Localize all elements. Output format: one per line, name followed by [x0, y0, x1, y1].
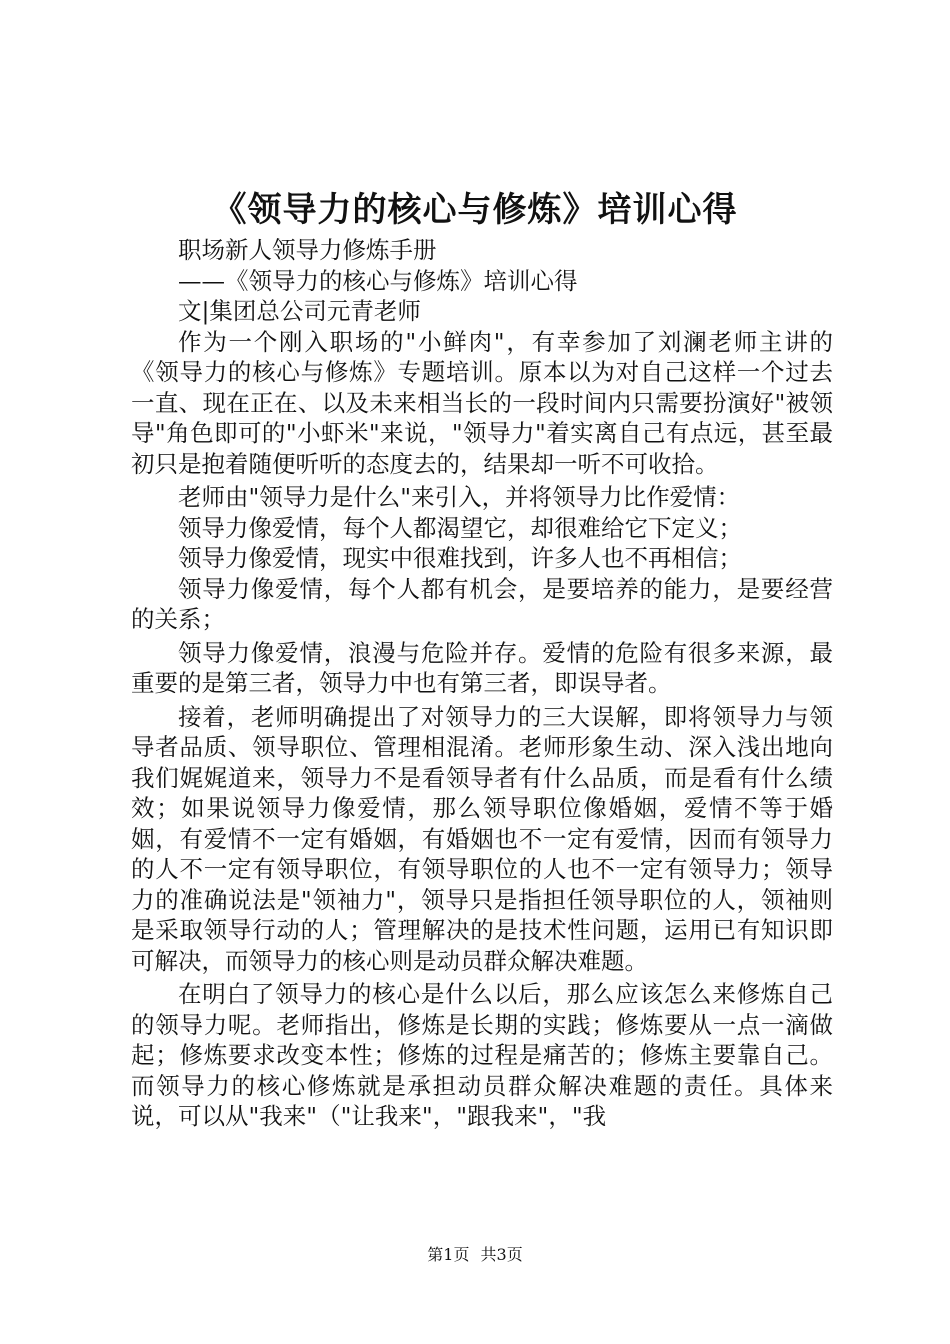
- body-paragraph: 在明白了领导力的核心是什么以后，那么应该怎么来修炼自己的领导力呢。老师指出，修炼是长期的实践；修炼要从一点一滴做起；修炼要求改变本性；修炼的过程是痛苦的；修炼主要靠自己。而领导力的核心修炼就是承担动员群众解决难题的责任。具体来说，可以从"我来"（"让我来"，"跟我来"，"我: [131, 980, 833, 1130]
- document-body: [131, 235, 833, 1132]
- document-title: 《领导力的核心与修炼》培训心得: [212, 190, 738, 230]
- body-paragraph: 作为一个刚入职场的"小鲜肉"，有幸参加了刘澜老师主讲的《领导力的核心与修炼》专题培训。原本以为对自己这样一个过去一直、现在正在、以及未来相当长的一段时间内只需要扮演好"被领导"角色即可的"小虾米"来说，"领导力"着实离自己有点远，甚至最初只是抱着随便听听的态度去的，结果却一听不可收拾。: [131, 327, 833, 478]
- body-paragraph: 领导力像爱情，现实中很难找到，许多人也不再相信；: [178, 544, 742, 572]
- subtitle-line: 职场新人领导力修炼手册: [178, 236, 437, 264]
- page-number: 第1页: [427, 1245, 470, 1264]
- body-paragraph: 领导力像爱情，浪漫与危险并存。爱情的危险有很多来源，最重要的是第三者，领导力中也有第三者，即误导者。: [131, 638, 833, 697]
- body-paragraph: 老师由"领导力是什么"来引入，并将领导力比作爱情：: [178, 483, 741, 511]
- body-paragraph: 领导力像爱情，每个人都有机会，是要培养的能力，是要经营的关系；: [131, 574, 833, 633]
- body-paragraph: 领导力像爱情，每个人都渴望它，却很难给它下定义；: [178, 513, 742, 542]
- body-paragraph: 接着，老师明确提出了对领导力的三大误解，即将领导力与领导者品质、领导职位、管理相混淆。老师形象生动、深入浅出地向我们娓娓道来，领导力不是看领导者有什么品质，而是看有什么绩效；如果说领导力像爱情，那么领导职位像婚姻，爱情不等于婚姻，有爱情不一定有婚姻，有婚姻也不一定有爱情，因而有领导力的人不一定有领导职位，有领导职位的人也不一定有领导力；领导力的准确说法是"领袖力"，领导只是指担任领导职位的人，领袖则是采取领导行动的人；管理解决的是技术性问题，运用已有知识即可解决，而领导力的核心则是动员群众解决难题。: [131, 702, 833, 975]
- page-footer: [0, 1243, 950, 1267]
- author-line: 文|集团总公司元青老师: [178, 297, 421, 325]
- subtitle-line: ——《领导力的核心与修炼》培训心得: [178, 266, 578, 295]
- page-total: 共3页: [480, 1245, 523, 1264]
